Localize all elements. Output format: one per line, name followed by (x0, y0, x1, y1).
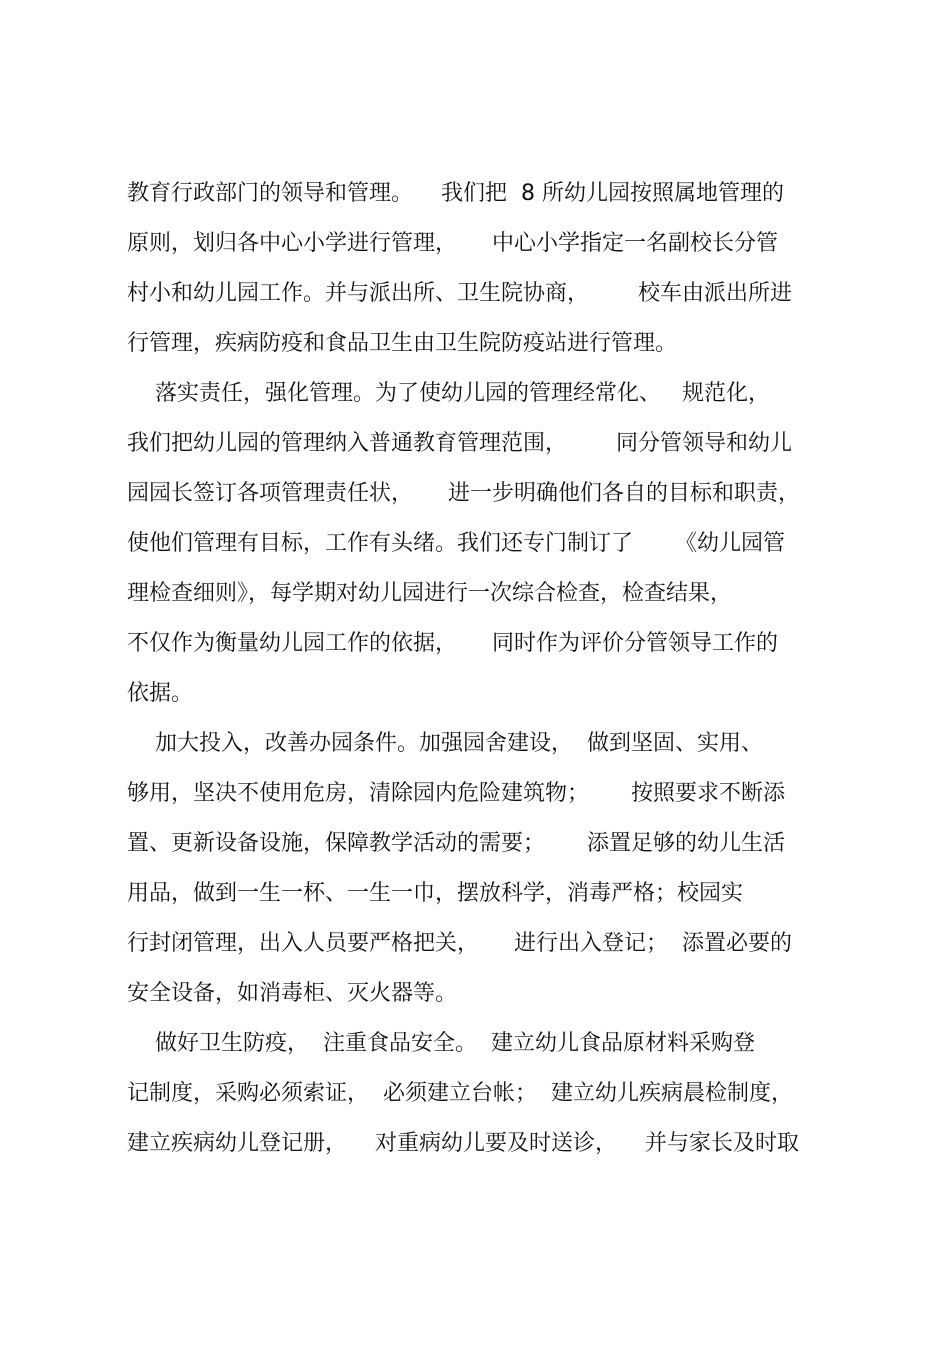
text-line: 记制度，采购必须索证， 必须建立台帐； 建立幼儿疾病晨检制度， (127, 1081, 793, 1106)
text-line: 加大投入，改善办园条件。加强园舍建设， 做到坚固、实用、 (127, 731, 763, 756)
text-line: 教育行政部门的领导和管理。 我们把 8 所幼儿园按照属地管理的 (127, 181, 784, 206)
text-line: 行封闭管理，出入人员要严格把关， 进行出入登记； 添置必要的 (127, 931, 792, 956)
text-line: 我们把幼儿园的管理纳入普通教育管理范围， 同分管领导和幼儿 (127, 431, 792, 456)
text-line: 依据。 (127, 681, 194, 706)
text-line: 用品，做到一生一杯、一生一巾，摆放科学，消毒严格；校园实 (127, 881, 744, 906)
text-line: 够用，坚决不使用危房，清除园内危险建筑物； 按照要求不断添 (127, 781, 785, 806)
text-line: 行管理，疾病防疫和食品卫生由卫生院防疫站进行管理。 (127, 331, 678, 356)
text-line: 理检查细则》，每学期对幼儿园进行一次综合检查，检查结果， (127, 581, 733, 606)
text-line: 置、更新设备设施，保障教学活动的需要； 添置足够的幼儿生活 (127, 831, 785, 856)
text-line: 安全设备，如消毒柜、灭火器等。 (127, 981, 458, 1006)
text-line: 做好卫生防疫， 注重食品安全。 建立幼儿食品原材料采购登 (127, 1031, 755, 1056)
text-line: 建立疾病幼儿登记册， 对重病幼儿要及时送诊， 并与家长及时取 (127, 1131, 799, 1156)
body-text (127, 169, 827, 1169)
text-line: 落实责任，强化管理。为了使幼儿园的管理经常化、 规范化， (127, 381, 770, 406)
text-line: 使他们管理有目标，工作有头绪。我们还专门制订了 《幼儿园管 (127, 531, 785, 556)
text-line: 村小和幼儿园工作。并与派出所、卫生院协商， 校车由派出所进 (127, 281, 792, 306)
text-line: 原则，划归各中心小学进行管理， 中心小学指定一名副校长分管 (127, 231, 778, 256)
text-line: 园园长签订各项管理责任状， 进一步明确他们各自的目标和职责， (127, 481, 800, 506)
text-line: 不仅作为衡量幼儿园工作的依据， 同时作为评价分管领导工作的 (127, 631, 778, 656)
